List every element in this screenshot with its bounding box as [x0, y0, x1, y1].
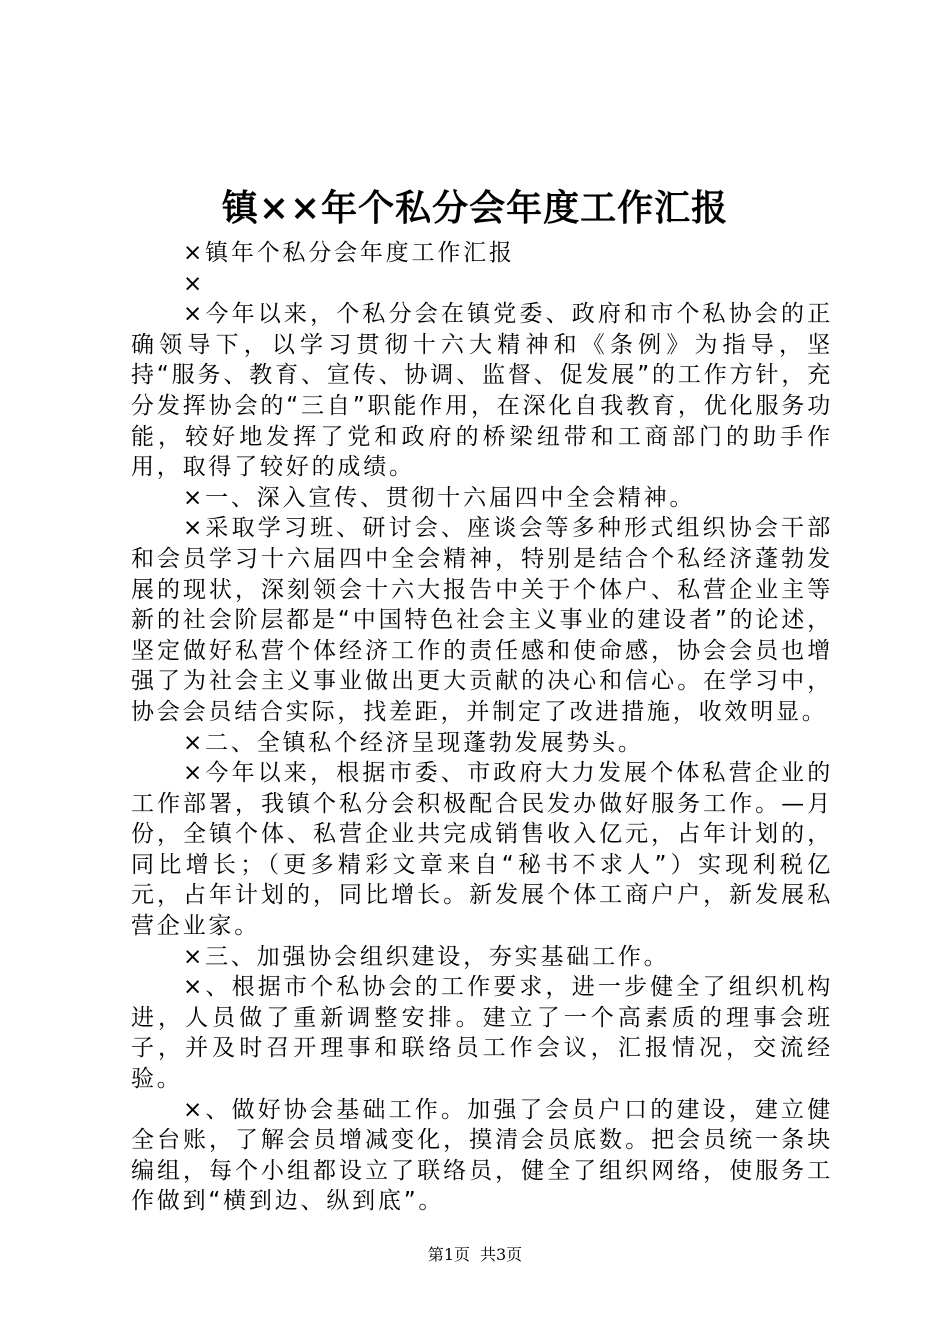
paragraph: ×今年以来，个私分会在镇党委、政府和市个私协会的正确领导下，以学习贯彻十六大精神和《条例》为指导，坚持“服务、教育、宣传、协调、监督、促发展”的工作方针，充分发挥协会的“三自”职能作用，在深化自我教育，优化服务功能，较好地发挥了党和政府的桥梁纽带和工商部门的助手作用，取得了较好的成绩。	[131, 301, 833, 481]
page-number-total: 共3页	[480, 1245, 523, 1264]
document-title: 镇××年个私分会年度工作汇报	[221, 187, 729, 229]
paragraph: ×一、深入宣传、贯彻十六届四中全会精神。	[183, 484, 696, 511]
paragraph: ×采取学习班、研讨会、座谈会等多种形式组织协会干部和会员学习十六届四中全会精神，特别是结合个私经济蓬勃发展的现状，深刻领会十六大报告中关于个体户、私营企业主等新的社会阶层都是“中国特色社会主义事业的建设者”的论述，坚定做好私营个体经济工作的责任感和使命感，协会会员也增强了为社会主义事业做出更大贡献的决心和信心。在学习中，协会会员结合实际，找差距，并制定了改进措施，收效明显。	[131, 515, 833, 725]
paragraph: ×、做好协会基础工作。加强了会员户口的建设，建立健全台账，了解会员增减变化，摸清会员底数。把会员统一条块编组，每个小组都设立了联络员，健全了组织网络，使服务工作做到“横到边、纵到底”。	[131, 1096, 833, 1215]
page-footer	[0, 1244, 950, 1266]
paragraph: ×二、全镇私个经济呈现蓬勃发展势头。	[183, 729, 644, 756]
document-body	[131, 238, 833, 1217]
page-number-current: 第1页	[427, 1245, 470, 1264]
paragraph: ×	[183, 270, 206, 297]
paragraph: ×今年以来，根据市委、市政府大力发展个体私营企业的工作部署，我镇个私分会积极配合民发办做好服务工作。—月份，全镇个体、私营企业共完成销售收入亿元，占年计划的，同比增长；（更多精彩文章来自“秘书不求人”）实现利税亿元，占年计划的，同比增长。新发展个体工商户户，新发展私营企业家。	[131, 760, 833, 940]
paragraph: ×三、加强协会组织建设，夯实基础工作。	[183, 943, 670, 970]
paragraph: ×、根据市个私协会的工作要求，进一步健全了组织机构进，人员做了重新调整安排。建立了一个高素质的理事会班子，并及时召开理事和联络员工作会议，汇报情况，交流经验。	[131, 974, 833, 1093]
paragraph: ×镇年个私分会年度工作汇报	[183, 240, 515, 266]
